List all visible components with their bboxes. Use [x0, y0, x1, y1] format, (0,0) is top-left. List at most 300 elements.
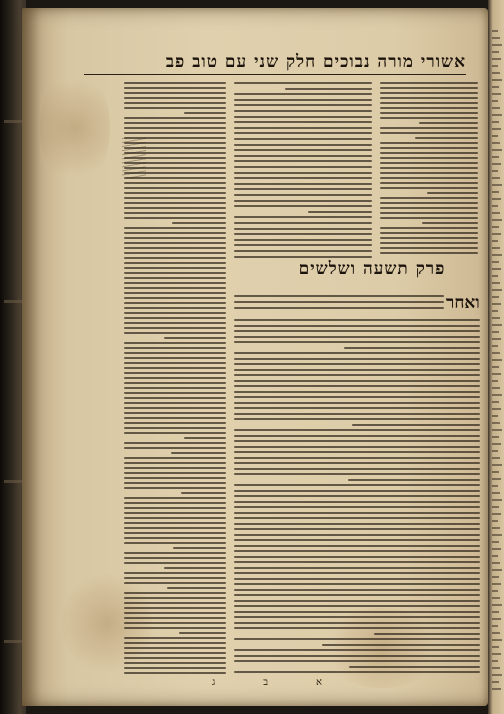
text-line: [492, 576, 499, 578]
text-line: [492, 268, 501, 270]
text-line: [492, 604, 502, 606]
text-line: [124, 212, 226, 214]
text-line: [124, 82, 226, 84]
text-line: [124, 637, 226, 639]
text-line: [234, 116, 372, 118]
text-line: [234, 205, 372, 207]
text-line: [124, 342, 226, 344]
text-line: [234, 462, 480, 464]
text-line: [124, 592, 226, 594]
text-line: [492, 310, 498, 312]
text-line: [124, 607, 226, 609]
text-line: [492, 639, 502, 641]
text-line: [124, 187, 226, 189]
text-line: [234, 589, 480, 591]
text-line: [419, 122, 478, 124]
text-line: [234, 473, 480, 475]
text-line: [234, 671, 480, 673]
text-line: [171, 452, 226, 454]
text-line: [285, 88, 372, 90]
text-line: [380, 172, 478, 174]
text-line: [492, 345, 498, 347]
text-line: [492, 240, 498, 242]
text-line: [124, 512, 226, 514]
text-line: [234, 578, 480, 580]
text-line: [380, 142, 478, 144]
text-line: [492, 163, 501, 165]
text-line: [492, 429, 502, 431]
text-line: [380, 102, 478, 104]
text-line: [234, 523, 480, 525]
text-line: [492, 359, 502, 361]
signature-marks: [212, 677, 322, 688]
text-line: [234, 216, 372, 218]
text-line: [380, 167, 478, 169]
text-line: [492, 611, 499, 613]
text-line: [124, 287, 226, 289]
text-line: [234, 336, 480, 338]
text-line: [124, 87, 226, 89]
text-line: [234, 600, 480, 602]
text-line: [492, 681, 499, 683]
age-stain: [40, 68, 110, 188]
text-line: [124, 277, 226, 279]
text-line: [234, 228, 372, 230]
text-line: [492, 135, 498, 137]
text-line: [492, 660, 498, 662]
text-line: [234, 512, 480, 514]
text-line: [492, 51, 499, 53]
text-line: [380, 162, 478, 164]
text-line: [374, 633, 480, 635]
text-line: [492, 562, 500, 564]
text-line: [234, 517, 480, 519]
text-line: [492, 317, 500, 319]
text-line: [234, 429, 480, 431]
text-line: [344, 347, 480, 349]
text-line: [380, 242, 478, 244]
text-line: [234, 418, 480, 420]
text-line: [492, 198, 501, 200]
text-line: [492, 191, 499, 193]
text-line: [380, 112, 478, 114]
text-line: [124, 387, 226, 389]
text-line: [234, 550, 480, 552]
text-line: [234, 649, 480, 651]
text-line: [234, 183, 372, 185]
text-line: [492, 401, 499, 403]
text-line: [234, 490, 480, 492]
text-line: [124, 652, 226, 654]
text-line: [124, 557, 226, 559]
text-line: [492, 506, 499, 508]
text-line: [124, 302, 226, 304]
text-line: [234, 369, 480, 371]
text-line: [124, 657, 226, 659]
text-line: [124, 457, 226, 459]
main-text-opening: [232, 293, 444, 315]
text-line: [124, 322, 226, 324]
text-line: [492, 352, 500, 354]
text-line: [234, 545, 480, 547]
text-line: [234, 99, 372, 101]
text-line: [492, 380, 498, 382]
text-line: [124, 522, 226, 524]
text-line: [124, 382, 226, 384]
text-line: [234, 446, 480, 448]
text-line: [380, 82, 478, 84]
text-line: [124, 372, 226, 374]
text-line: [492, 548, 501, 550]
text-line: [234, 528, 480, 530]
text-line: [124, 282, 226, 284]
text-line: [124, 667, 226, 669]
text-line: [234, 244, 372, 246]
text-line: [234, 155, 372, 157]
text-line: [492, 177, 500, 179]
text-line: [380, 132, 478, 134]
text-line: [124, 507, 226, 509]
text-line: [124, 397, 226, 399]
text-line: [124, 627, 226, 629]
text-line: [380, 177, 478, 179]
text-line: [124, 257, 226, 259]
text-line: [124, 117, 226, 119]
text-line: [124, 412, 226, 414]
text-line: [380, 107, 478, 109]
text-line: [124, 517, 226, 519]
text-line: [492, 471, 499, 473]
text-line: [234, 402, 480, 404]
text-line: [492, 457, 500, 459]
text-line: [492, 618, 501, 620]
text-line: [492, 58, 501, 60]
text-line: [380, 182, 478, 184]
text-line: [124, 647, 226, 649]
text-line: [124, 202, 226, 204]
text-line: [492, 464, 502, 466]
running-head-title: אשורי מורה נבוכים חלק שני עם טוב פב: [165, 52, 466, 72]
text-line: [124, 197, 226, 199]
text-line: [124, 502, 226, 504]
text-line: [492, 387, 500, 389]
text-line: [234, 495, 480, 497]
text-line: [124, 617, 226, 619]
text-line: [181, 492, 226, 494]
text-line: [124, 292, 226, 294]
text-line: [427, 192, 478, 194]
text-line: [124, 442, 226, 444]
text-line: [234, 561, 480, 563]
text-line: [124, 102, 226, 104]
text-line: [124, 297, 226, 299]
text-line: [492, 373, 501, 375]
text-line: [234, 149, 372, 151]
text-line: [492, 37, 500, 39]
text-line: [492, 72, 500, 74]
book-page: [22, 8, 488, 706]
text-line: [492, 485, 498, 487]
text-line: [234, 222, 372, 224]
text-line: [234, 341, 480, 343]
main-text-column: [232, 80, 372, 258]
text-line: [492, 107, 500, 109]
text-line: [492, 667, 500, 669]
text-line: [124, 642, 226, 644]
text-line: [492, 422, 500, 424]
text-line: [234, 380, 480, 382]
text-line: [124, 327, 226, 329]
running-head: [84, 52, 466, 72]
text-line: [322, 644, 480, 646]
text-line: [234, 352, 480, 354]
text-line: [492, 492, 500, 494]
text-line: [422, 222, 478, 224]
text-line: [234, 594, 480, 596]
text-line: [492, 394, 502, 396]
text-line: [167, 587, 226, 589]
text-line: [124, 182, 226, 184]
text-line: [492, 674, 502, 676]
text-line: [234, 82, 372, 84]
text-line: [492, 226, 499, 228]
text-line: [124, 532, 226, 534]
text-line: [124, 552, 226, 554]
text-line: [124, 497, 226, 499]
text-line: [124, 237, 226, 239]
signature-mark: ג: [212, 677, 216, 688]
text-line: [234, 188, 372, 190]
text-line: [492, 170, 498, 172]
text-line: [124, 332, 226, 334]
text-line: [124, 487, 226, 489]
main-text-body: [232, 317, 480, 677]
text-line: [234, 330, 480, 332]
text-line: [234, 325, 480, 327]
text-line: [124, 352, 226, 354]
text-line: [124, 217, 226, 219]
text-line: [124, 482, 226, 484]
text-line: [492, 569, 502, 571]
text-line: [492, 408, 501, 410]
text-line: [492, 653, 501, 655]
text-line: [492, 149, 502, 151]
text-line: [234, 451, 480, 453]
text-line: [234, 501, 480, 503]
text-line: [124, 577, 226, 579]
text-line: [380, 217, 478, 219]
text-line: [234, 374, 480, 376]
text-line: [492, 583, 501, 585]
text-line: [124, 417, 226, 419]
text-line: [492, 121, 499, 123]
text-line: [234, 358, 480, 360]
text-line: [380, 87, 478, 89]
text-line: [234, 407, 480, 409]
text-line: [124, 227, 226, 229]
text-line: [124, 377, 226, 379]
text-line: [380, 97, 478, 99]
text-line: [492, 450, 498, 452]
text-line: [492, 555, 498, 557]
text-line: [124, 602, 226, 604]
text-line: [492, 625, 498, 627]
text-line: [124, 272, 226, 274]
text-line: [492, 513, 501, 515]
text-line: [124, 562, 226, 564]
text-line: [124, 662, 226, 664]
text-line: [124, 472, 226, 474]
text-line: [380, 197, 478, 199]
text-line: [492, 534, 502, 536]
text-line: [492, 289, 502, 291]
text-line: [380, 127, 478, 129]
text-line: [380, 92, 478, 94]
text-line: [380, 212, 478, 214]
text-line: [492, 44, 502, 46]
text-line: [492, 296, 499, 298]
text-line: [124, 427, 226, 429]
text-line: [234, 539, 480, 541]
text-line: [124, 367, 226, 369]
text-line: [380, 207, 478, 209]
text-line: [124, 122, 226, 124]
text-line: [164, 567, 226, 569]
text-line: [124, 527, 226, 529]
text-line: [234, 572, 480, 574]
text-line: [234, 506, 480, 508]
text-line: [124, 252, 226, 254]
text-line: [492, 93, 501, 95]
text-line: [492, 478, 501, 480]
text-line: [124, 672, 226, 674]
text-line: [492, 331, 499, 333]
text-line: [234, 363, 480, 365]
text-line: [492, 100, 498, 102]
text-line: [124, 537, 226, 539]
text-line: [380, 147, 478, 149]
text-line: [492, 114, 502, 116]
text-line: [234, 583, 480, 585]
text-line: [124, 447, 226, 449]
text-line: [380, 117, 478, 119]
text-line: [234, 391, 480, 393]
chapter-opening-word: ואחר: [446, 293, 480, 313]
text-line: [234, 200, 372, 202]
text-line: [234, 127, 372, 129]
text-line: [234, 295, 444, 297]
text-line: [234, 138, 372, 140]
text-line: [234, 484, 480, 486]
text-line: [492, 128, 501, 130]
text-line: [492, 261, 499, 263]
text-line: [234, 319, 480, 321]
text-line: [124, 542, 226, 544]
text-line: [124, 307, 226, 309]
text-line: [380, 252, 478, 254]
text-line: [234, 534, 480, 536]
text-line: [124, 192, 226, 194]
text-line: [234, 239, 372, 241]
text-line: [124, 267, 226, 269]
text-line: [124, 92, 226, 94]
text-line: [380, 227, 478, 229]
text-line: [234, 307, 444, 309]
text-line: [234, 638, 480, 640]
text-line: [234, 611, 480, 613]
header-rule: [84, 74, 466, 75]
text-line: [124, 247, 226, 249]
text-line: [492, 415, 498, 417]
chapter-title: פרק תשעה ושלשים: [298, 259, 446, 279]
text-line: [492, 79, 502, 81]
text-line: [124, 242, 226, 244]
signature-mark: א: [315, 677, 322, 688]
text-line: [124, 317, 226, 319]
text-line: [184, 437, 226, 439]
text-line: [124, 262, 226, 264]
text-line: [380, 237, 478, 239]
text-line: [492, 30, 498, 32]
text-line: [234, 160, 372, 162]
text-line: [234, 144, 372, 146]
text-line: [234, 166, 372, 168]
text-line: [492, 590, 498, 592]
text-line: [234, 435, 480, 437]
text-line: [492, 282, 500, 284]
text-line: [124, 462, 226, 464]
text-line: [352, 424, 480, 426]
text-line: [234, 301, 444, 303]
text-line: [492, 443, 501, 445]
text-line: [234, 556, 480, 558]
text-line: [415, 137, 478, 139]
text-line: [492, 436, 499, 438]
text-line: [124, 127, 226, 129]
text-line: [492, 303, 501, 305]
text-line: [124, 207, 226, 209]
text-line: [234, 660, 480, 662]
text-line: [234, 440, 480, 442]
text-line: [492, 541, 499, 543]
text-line: [234, 655, 480, 657]
text-line: [124, 232, 226, 234]
text-line: [124, 347, 226, 349]
text-line: [492, 520, 498, 522]
text-line: [308, 211, 372, 213]
text-line: [492, 233, 501, 235]
text-line: [173, 547, 226, 549]
adjacent-page-edge: [488, 0, 504, 714]
text-line: [124, 582, 226, 584]
text-line: [124, 407, 226, 409]
text-line: [492, 65, 498, 67]
text-line: [380, 157, 478, 159]
text-line: [234, 385, 480, 387]
text-line: [234, 396, 480, 398]
text-line: [124, 357, 226, 359]
text-line: [492, 275, 498, 277]
text-line: [234, 121, 372, 123]
text-line: [124, 402, 226, 404]
text-line: [349, 666, 480, 668]
text-line: [124, 612, 226, 614]
text-line: [492, 212, 500, 214]
text-line: [492, 184, 502, 186]
text-line: [124, 132, 226, 134]
text-line: [380, 247, 478, 249]
text-line: [348, 479, 480, 481]
